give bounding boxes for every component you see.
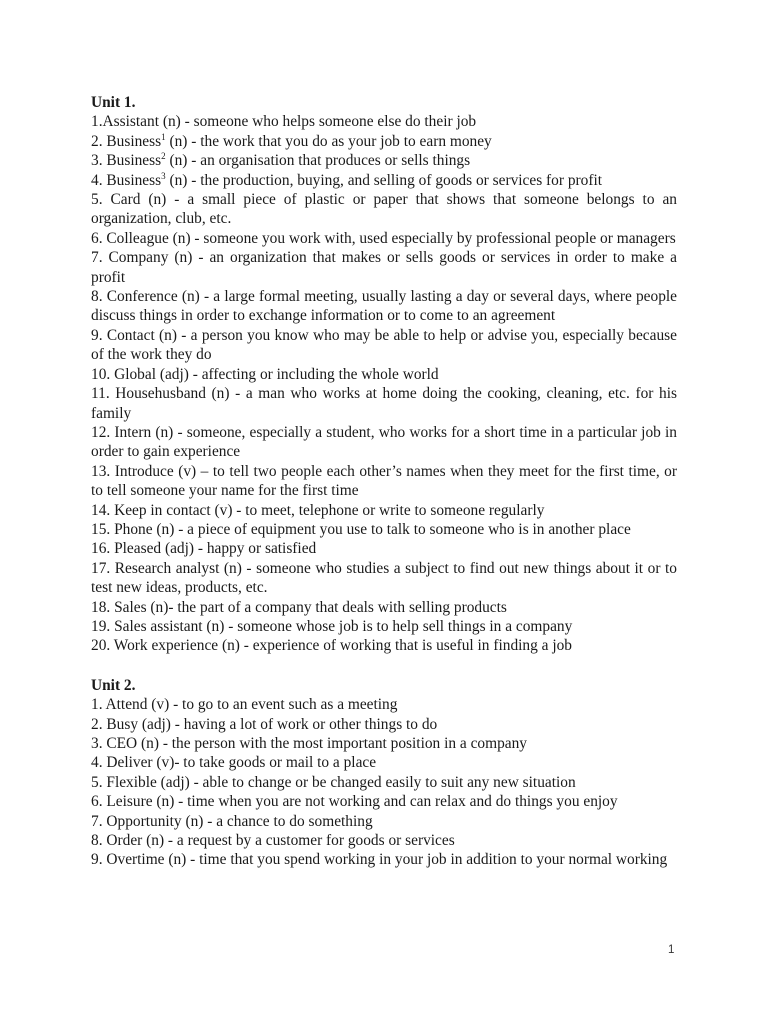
glossary-entry bbox=[91, 850, 677, 869]
entry-text: 5. Flexible (adj) - able to change or be changed easily to suit any new situation bbox=[91, 773, 576, 791]
glossary-entry bbox=[91, 715, 677, 734]
entry-text: 3. Business bbox=[91, 152, 162, 170]
entry-text: 3. CEO (n) - the person with the most important position in a company bbox=[91, 735, 528, 752]
glossary-body bbox=[91, 93, 677, 870]
glossary-entry bbox=[91, 287, 677, 326]
unit-heading: Unit 2. bbox=[91, 676, 136, 694]
entry-text: 4. Deliver (v)- to take goods or mail to a place bbox=[91, 754, 377, 772]
entry-text: 9. Overtime (n) - time that you spend working in your job in addition to your normal working bbox=[91, 851, 668, 869]
glossary-entry bbox=[91, 753, 677, 772]
entry-text: 8. Conference (n) - a large formal meeting, usually lasting a day or several days, where people discuss things in order to exchange information or to come to an agreement bbox=[91, 288, 677, 325]
entry-text: 6. Colleague (n) - someone you work with, used especially by professional people or managers bbox=[91, 229, 676, 247]
glossary-entry bbox=[91, 695, 677, 714]
glossary-entry bbox=[91, 365, 677, 384]
entry-text: 20. Work experience (n) - experience of working that is useful in finding a job bbox=[91, 637, 572, 655]
entry-text: 15. Phone (n) - a piece of equipment you use to talk to someone who is in another place bbox=[91, 520, 631, 538]
glossary-entry bbox=[91, 171, 677, 190]
glossary-entry bbox=[91, 773, 677, 792]
sense-superscript: 2 bbox=[161, 151, 166, 162]
unit-section bbox=[91, 93, 677, 656]
glossary-entry bbox=[91, 792, 677, 811]
glossary-entry bbox=[91, 423, 677, 462]
entry-text: 12. Intern (n) - someone, especially a student, who works for a short time in a particular job in order to gain experience bbox=[91, 423, 677, 461]
glossary-entry bbox=[91, 151, 677, 170]
entry-text: 7. Opportunity (n) - a chance to do something bbox=[91, 812, 373, 830]
glossary-entry bbox=[91, 559, 677, 598]
entry-text: 5. Card (n) - a small piece of plastic or paper that shows that someone belongs to an organization, club, etc. bbox=[91, 191, 677, 228]
entry-text: 1.Assistant (n) - someone who helps someone else do their job bbox=[91, 113, 477, 131]
glossary-entry bbox=[91, 248, 677, 287]
entry-text: 11. Househusband (n) - a man who works at home doing the cooking, cleaning, etc. for his family bbox=[91, 385, 677, 422]
entry-text-definition: (n) - the work that you do as your job to earn money bbox=[165, 132, 492, 150]
entry-text-definition: (n) - an organisation that produces or sells things bbox=[165, 152, 471, 170]
entry-text: 19. Sales assistant (n) - someone whose job is to help sell things in a company bbox=[91, 617, 573, 635]
glossary-entry bbox=[91, 636, 677, 655]
entry-text: 9. Contact (n) - a person you know who may be able to help or advise you, especially because of the work they do bbox=[91, 326, 677, 364]
glossary-entry bbox=[91, 734, 677, 753]
entry-text: 16. Pleased (adj) - happy or satisfied bbox=[91, 540, 317, 558]
entry-text: 10. Global (adj) - affecting or including the whole world bbox=[91, 365, 439, 383]
glossary-entry bbox=[91, 326, 677, 365]
entry-text: 6. Leisure (n) - time when you are not working and can relax and do things you enjoy bbox=[91, 793, 618, 811]
entry-text: 13. Introduce (v) – to tell two people each other’s names when they meet for the first time, or to tell someone your name for the first time bbox=[91, 462, 677, 500]
glossary-entry bbox=[91, 112, 677, 131]
glossary-entry bbox=[91, 462, 677, 501]
glossary-entry bbox=[91, 812, 677, 831]
unit-section bbox=[91, 676, 677, 870]
sense-superscript: 3 bbox=[161, 170, 166, 181]
glossary-entry bbox=[91, 190, 677, 229]
entry-text: 4. Business bbox=[91, 171, 162, 189]
glossary-entry bbox=[91, 229, 677, 248]
entry-text: 8. Order (n) - a request by a customer for goods or services bbox=[91, 832, 455, 850]
entry-text: 7. Company (n) - an organization that makes or sells goods or services in order to make a profit bbox=[91, 249, 677, 286]
entry-text: 18. Sales (n)- the part of a company that deals with selling products bbox=[91, 598, 507, 616]
entry-text-definition: (n) - the production, buying, and selling of goods or services for profit bbox=[165, 171, 603, 189]
entry-text: 2. Business bbox=[91, 132, 162, 150]
glossary-entry bbox=[91, 598, 677, 617]
glossary-entry bbox=[91, 520, 677, 539]
glossary-entry bbox=[91, 539, 677, 558]
glossary-entry bbox=[91, 501, 677, 520]
entry-text: 14. Keep in contact (v) - to meet, telephone or write to someone regularly bbox=[91, 501, 545, 519]
page-number: 1 bbox=[668, 944, 675, 956]
entry-text: 17. Research analyst (n) - someone who studies a subject to find out new things about it or to test new ideas, products, etc. bbox=[91, 559, 677, 597]
entry-text: 1. Attend (v) - to go to an event such as a meeting bbox=[91, 696, 398, 714]
glossary-entry bbox=[91, 831, 677, 850]
glossary-entry bbox=[91, 384, 677, 423]
glossary-entry bbox=[91, 132, 677, 151]
glossary-entry bbox=[91, 617, 677, 636]
unit-heading: Unit 1. bbox=[91, 94, 136, 111]
sense-superscript: 1 bbox=[161, 131, 166, 142]
entry-text: 2. Busy (adj) - having a lot of work or other things to do bbox=[91, 715, 438, 733]
